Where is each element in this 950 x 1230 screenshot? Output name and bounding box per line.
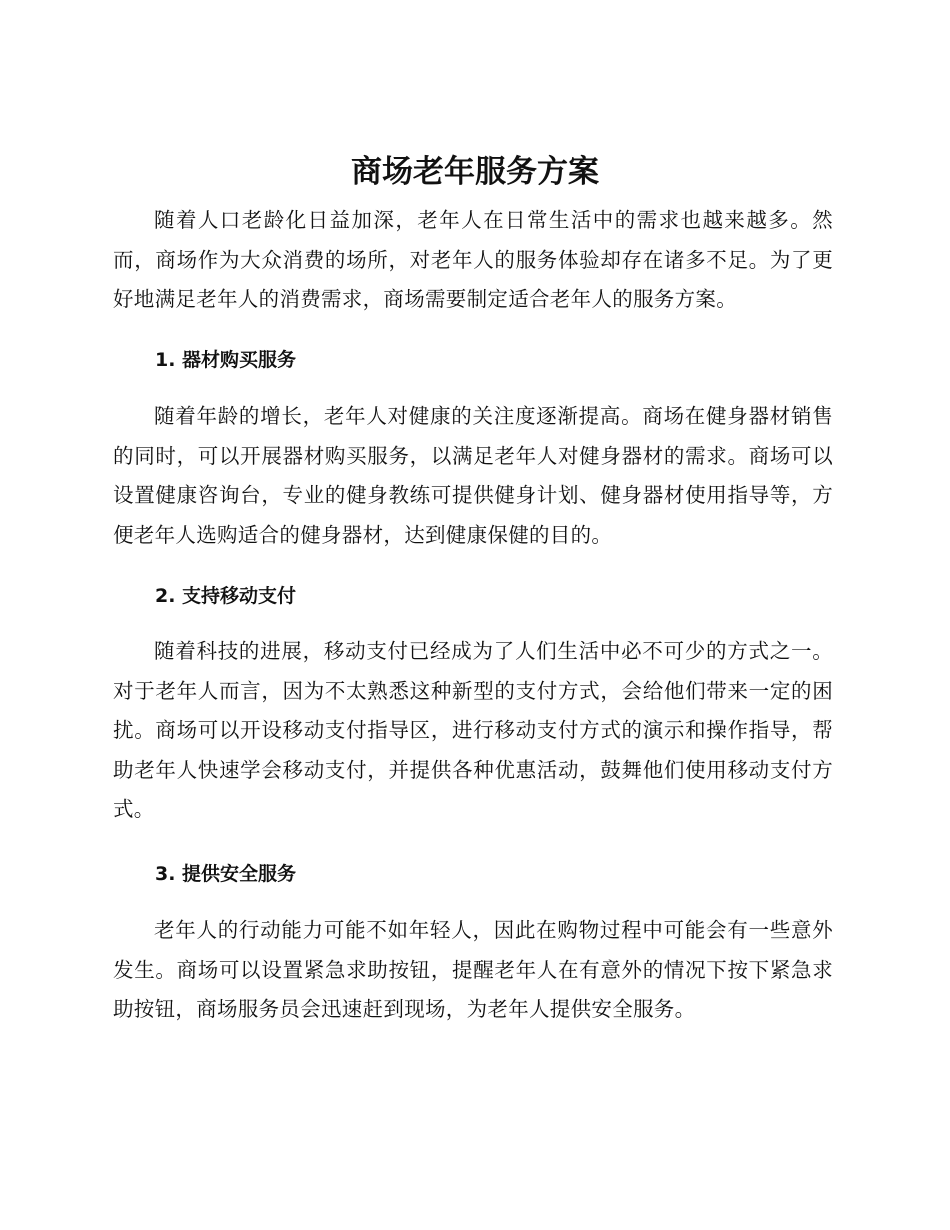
- section-heading-safety: 3. 提供安全服务: [155, 863, 297, 885]
- section-body-mobile-payment: 随着科技的进展，移动支付已经成为了人们生活中必不可少的方式之一。对于老年人而言，因为不太熟悉这种新型的支付方式，会给他们带来一定的困扰。商场可以开设移动支付指导区，进行移动支付方式的演示和操作指导，帮助老年人快速学会移动支付，并提供各种优惠活动，鼓舞他们使用移动支付方式。: [113, 639, 833, 821]
- intro-paragraph: 随着人口老龄化日益加深，老年人在日常生活中的需求也越来越多。然而，商场作为大众消费的场所，对老年人的服务体验却存在诸多不足。为了更好地满足老年人的消费需求，商场需要制定适合老年人的服务方案。: [113, 208, 833, 311]
- document-title: 商场老年服务方案: [351, 154, 599, 190]
- section-body-safety: 老年人的行动能力可能不如年轻人，因此在购物过程中可能会有一些意外发生。商场可以设置紧急求助按钮，提醒老年人在有意外的情况下按下紧急求助按钮，商场服务员会迅速赶到现场，为老年人提供安全服务。: [113, 918, 833, 1021]
- section-heading-equipment: 1. 器材购买服务: [155, 349, 297, 371]
- section-heading-mobile-payment: 2. 支持移动支付: [155, 585, 297, 607]
- section-body-equipment: 随着年龄的增长，老年人对健康的关注度逐渐提高。商场在健身器材销售的同时，可以开展器材购买服务，以满足老年人对健身器材的需求。商场可以设置健康咨询台，专业的健身教练可提供健身计划、健身器材使用指导等，方便老年人选购适合的健身器材，达到健康保健的目的。: [113, 404, 833, 547]
